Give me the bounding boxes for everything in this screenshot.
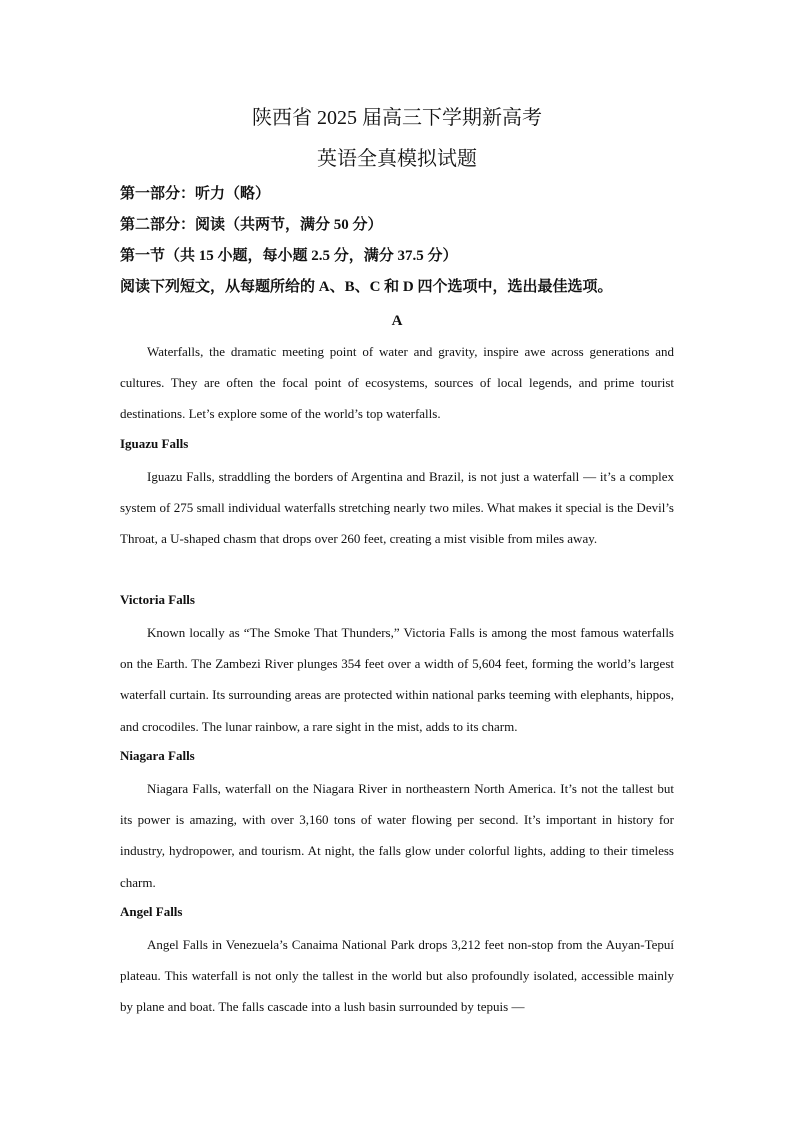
passage-label: A [391,313,403,329]
victoria-paragraph: Known locally as “The Smoke That Thunders,” Victoria Falls is among the most famous waterfalls on the Earth. The Zambezi River plunges 354 feet over a width of 5,604 feet, forming the world’s largest waterfall curtain. Its surrounding areas are protected within national parks teeming with elephants, hippos, and crocodiles. The lunar rainbow, a rare sight in the mist, adds to its charm. [120,625,674,734]
part-two-heading: 第二部分：阅读（共两节，满分 50 分） [120,217,383,233]
angel-paragraph: Angel Falls in Venezuela’s Canaima National Park drops 3,212 feet non-stop from the Auyan-Tepuí plateau. This waterfall is not only the tallest in the world but also profoundly isolated, accessible mainly by plane and boat. The falls cascade into a lush basin surrounded by tepuis — [120,937,674,1015]
exam-title: 陕西省 2025 届高三下学期新高考 [252,107,542,129]
niagara-heading: Niagara Falls [120,748,195,763]
section-one-heading: 第一节（共 15 小题，每小题 2.5 分，满分 37.5 分） [120,248,458,264]
iguazu-paragraph: Iguazu Falls, straddling the borders of Argentina and Brazil, is not just a waterfall — it’s a complex system of 275 small individual waterfalls stretching nearly two miles. What makes it special is the Devil’s Throat, a U-shaped chasm that drops over 260 feet, creating a mist visible from miles away. [120,469,674,547]
iguazu-heading: Iguazu Falls [120,436,189,451]
instructions: 阅读下列短文，从每题所给的 A、B、C 和 D 四个选项中，选出最佳选项。 [120,279,613,295]
angel-heading: Angel Falls [120,904,183,919]
exam-subtitle: 英语全真模拟试题 [317,148,477,170]
part-one-heading: 第一部分：听力（略） [120,186,271,202]
niagara-paragraph: Niagara Falls, waterfall on the Niagara River in northeastern North America. It’s not the tallest but its power is amazing, with over 3,160 tons of water flowing per second. It’s important in history for industry, hydropower, and tourism. At night, the falls glow under colorful lights, adding to their timeless charm. [120,781,674,890]
victoria-heading: Victoria Falls [120,592,195,607]
intro-paragraph: Waterfalls, the dramatic meeting point of water and gravity, inspire awe across generations and cultures. They are often the focal point of ecosystems, sources of local legends, and prime tourist destinations. Let’s explore some of the world’s top waterfalls. [120,344,674,422]
